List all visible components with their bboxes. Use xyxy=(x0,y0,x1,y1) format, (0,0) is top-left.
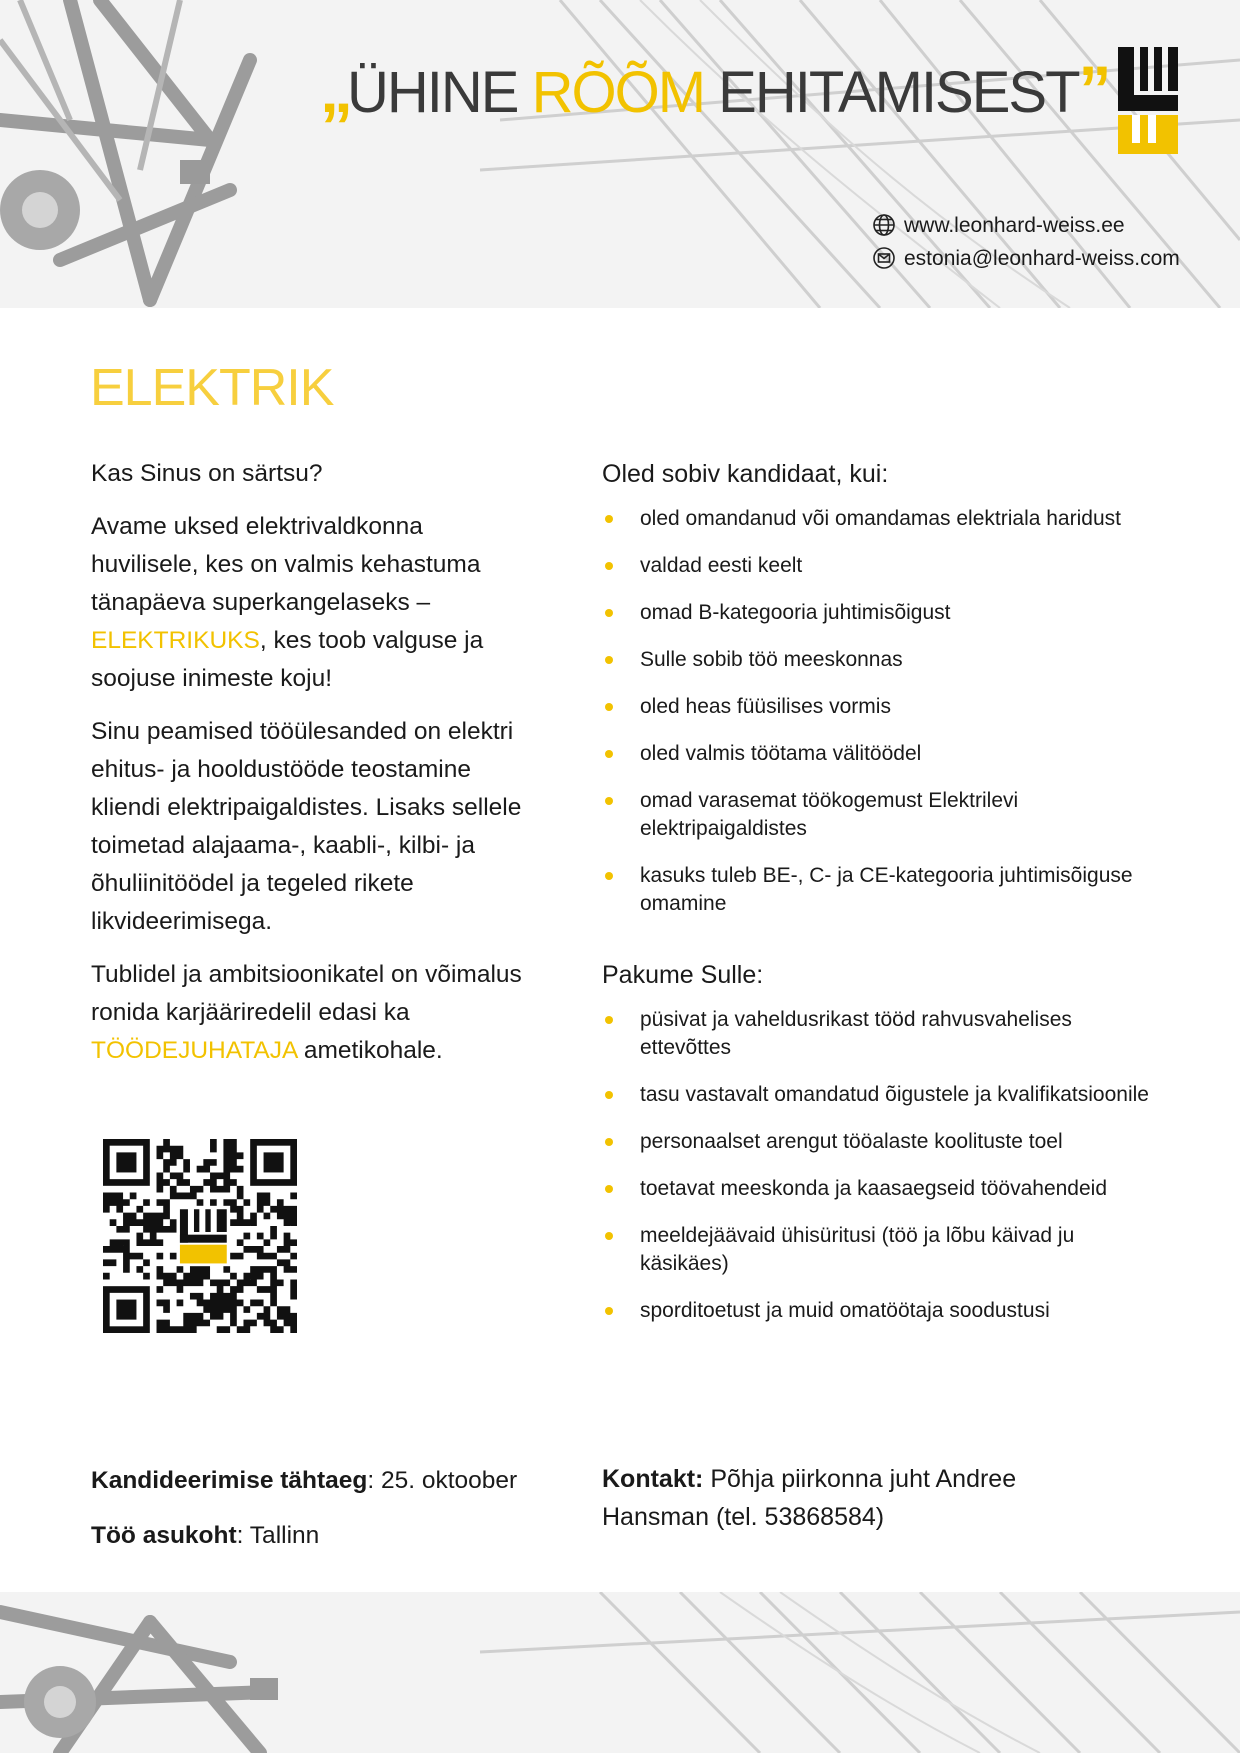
location-line xyxy=(91,1517,517,1555)
list-item xyxy=(602,693,1162,721)
list-item-text: oled valmis töötama välitöödel xyxy=(640,742,922,765)
list-item xyxy=(602,740,1162,768)
list-item-text: Sulle sobib töö meeskonnas xyxy=(640,648,903,671)
slogan-part2: EHITAMISEST xyxy=(704,60,1079,125)
list-item-text: kasuks tuleb BE-, C- ja CE-kategooria juhtimisõiguse omamine xyxy=(640,864,1133,915)
slogan-part1: ÜHINE xyxy=(347,60,532,125)
globe-icon xyxy=(872,213,896,237)
intro-p3-text: Tublidel ja ambitsioonikatel on võimalus ronida karjääriredelil edasi ka xyxy=(91,961,522,1026)
list-item xyxy=(602,787,1162,843)
bullet-icon xyxy=(605,1232,613,1240)
bullet-icon xyxy=(605,1091,613,1099)
footer-background-sketch xyxy=(0,1592,1240,1753)
website-text[interactable]: www.leonhard-weiss.ee xyxy=(904,214,1125,237)
contact-details xyxy=(602,1460,1022,1536)
bullet-icon xyxy=(605,1307,613,1315)
contact-value: Põhja piirkonna juht Andree Hansman (tel. 53868584) xyxy=(602,1465,1017,1531)
list-item-text: tasu vastavalt omandatud õigustele ja kvalifikatsioonile xyxy=(640,1083,1149,1106)
location-value: : Tallinn xyxy=(236,1522,320,1549)
bullet-icon xyxy=(605,1016,613,1024)
list-item-text: omad varasemat töökogemust Elektrilevi elektripaigaldistes xyxy=(640,789,1019,840)
footer-details xyxy=(91,1462,517,1572)
list-item xyxy=(602,1297,1162,1325)
bullet-icon xyxy=(605,797,613,805)
bullet-icon xyxy=(605,562,613,570)
location-label: Töö asukoht xyxy=(91,1522,237,1549)
website-link[interactable] xyxy=(872,212,1125,240)
contact-label: Kontakt: xyxy=(602,1465,704,1493)
intro-p3-highlight: TÖÖDEJUHATAJA xyxy=(91,1037,298,1064)
mail-icon xyxy=(872,246,896,270)
list-item-text: personaalset arengut tööalaste koolituste toel xyxy=(640,1130,1063,1153)
offer-heading: Pakume Sulle: xyxy=(602,961,764,989)
email-text[interactable]: estonia@leonhard-weiss.com xyxy=(904,247,1180,270)
deadline-value: : 25. oktoober xyxy=(367,1467,518,1494)
offer-list xyxy=(602,1006,1162,1325)
job-title: ELEKTRIK xyxy=(90,359,334,417)
list-item-text: sporditoetust ja muid omatöötaja soodustusi xyxy=(640,1299,1050,1322)
company-logo xyxy=(1118,47,1178,154)
intro-paragraph-3 xyxy=(91,956,531,1070)
list-item xyxy=(602,599,1162,627)
bullet-icon xyxy=(605,1138,613,1146)
slogan-highlight: RÕÕM xyxy=(531,60,705,125)
list-item xyxy=(602,862,1162,918)
list-item xyxy=(602,1128,1162,1156)
intro-paragraph-2: Sinu peamised tööülesanded on elektri ehitus- ja hooldustööde teostamine kliendi elektripaigaldistes. Lisaks sellele toimetad alajaama-, kaabli-, kilbi- ja õhuliinitöödel ja tegeled rikete likvideerimisega. xyxy=(91,718,522,935)
requirements-heading: Oled sobiv kandidaat, kui: xyxy=(602,460,889,488)
list-item-text: valdad eesti keelt xyxy=(640,554,803,577)
list-item-text: püsivat ja vaheldusrikast tööd rahvusvahelises ettevõttes xyxy=(640,1008,1072,1059)
list-item-text: meeldejäävaid ühisüritusi (töö ja lõbu käivad ju käsikäes) xyxy=(640,1224,1075,1275)
list-item-text: oled omandanud või omandamas elektriala haridust xyxy=(640,507,1121,530)
intro-p3-after: ametikohale. xyxy=(297,1037,443,1064)
qr-code-image[interactable] xyxy=(103,1139,297,1333)
list-item xyxy=(602,1222,1162,1278)
slogan-close-quote: ” xyxy=(1078,52,1106,126)
list-item-text: toetavat meeskonda ja kaasaegseid töövahendeid xyxy=(640,1177,1108,1200)
details-column xyxy=(602,455,1162,1344)
intro-p1-after: , kes toob valguse ja soojuse inimeste koju! xyxy=(91,627,484,692)
intro-p1-text: Avame uksed elektrivaldkonna huvilisele, kes on valmis kehastuma tänapäeva superkangelaseks – xyxy=(91,513,481,616)
deadline-label: Kandideerimise tähtaeg xyxy=(91,1467,368,1494)
bullet-icon xyxy=(605,872,613,880)
list-item xyxy=(602,1081,1162,1109)
list-item-text: omad B-kategooria juhtimisõigust xyxy=(640,601,951,624)
list-item xyxy=(602,1006,1162,1062)
bullet-icon xyxy=(605,515,613,523)
intro-paragraph-1 xyxy=(91,508,531,698)
list-item xyxy=(602,552,1162,580)
bullet-icon xyxy=(605,750,613,758)
intro-question: Kas Sinus on särtsu? xyxy=(91,460,323,487)
list-item xyxy=(602,646,1162,674)
list-item-text: oled heas füüsilises vormis xyxy=(640,695,891,718)
intro-column xyxy=(91,455,531,1085)
email-link[interactable] xyxy=(872,245,1180,273)
construction-sketch-illustration xyxy=(0,1592,1240,1753)
intro-p1-highlight: ELEKTRIKUKS xyxy=(91,627,260,654)
bullet-icon xyxy=(605,703,613,711)
requirements-list xyxy=(602,505,1162,918)
bullet-icon xyxy=(605,656,613,664)
deadline-line xyxy=(91,1462,517,1500)
bullet-icon xyxy=(605,1185,613,1193)
slogan-headline xyxy=(320,44,1106,134)
list-item xyxy=(602,1175,1162,1203)
qr-code[interactable] xyxy=(103,1139,297,1333)
list-item xyxy=(602,505,1162,533)
slogan-open-quote: „ xyxy=(320,52,347,126)
bullet-icon xyxy=(605,609,613,617)
